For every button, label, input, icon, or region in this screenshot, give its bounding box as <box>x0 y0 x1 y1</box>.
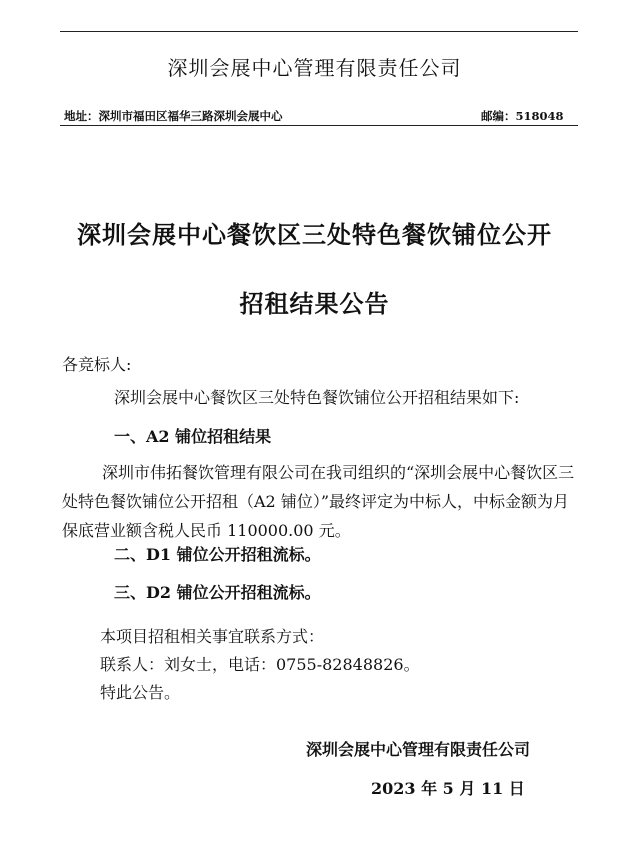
document-title-line1: 深圳会展中心餐饮区三处特色餐饮铺位公开 <box>77 221 552 249</box>
closing-text: 特此公告。 <box>100 683 181 702</box>
letterhead-company-name: 深圳会展中心管理有限责任公司 <box>167 56 462 80</box>
section2-heading: 二、D1 铺位公开招租流标。 <box>114 545 321 564</box>
section1-text: 深圳市伟拓餐饮管理有限公司在我司组织的“深圳会展中心餐饮区三处特色餐饮铺位公开招租（A2 铺位）”最终评定为中标人，中标金额为月保底营业额含税人民币 110000.00 元。 <box>62 463 575 540</box>
intro-paragraph: 深圳会展中心餐饮区三处特色餐饮铺位公开招租结果如下: <box>114 388 520 407</box>
contact-person: 联系人：刘女士，电话：0755-82848826。 <box>100 655 420 674</box>
section1-heading: 一、A2 铺位招租结果 <box>114 427 272 446</box>
document-title-line2: 招租结果公告 <box>239 290 390 318</box>
contact-intro: 本项目招租相关事宜联系方式： <box>100 627 325 646</box>
signature-date: 2023 年 5 月 11 日 <box>371 779 525 798</box>
top-rule <box>60 31 578 32</box>
letterhead-rule <box>60 125 578 126</box>
letterhead-postcode: 邮编：518048 <box>481 109 564 123</box>
section1-paragraph <box>62 458 582 545</box>
section3-heading: 三、D2 铺位公开招租流标。 <box>114 583 321 602</box>
salutation: 各竞标人: <box>62 355 132 374</box>
signature-company: 深圳会展中心管理有限责任公司 <box>306 740 531 759</box>
letterhead-address: 地址：深圳市福田区福华三路深圳会展中心 <box>64 109 283 123</box>
